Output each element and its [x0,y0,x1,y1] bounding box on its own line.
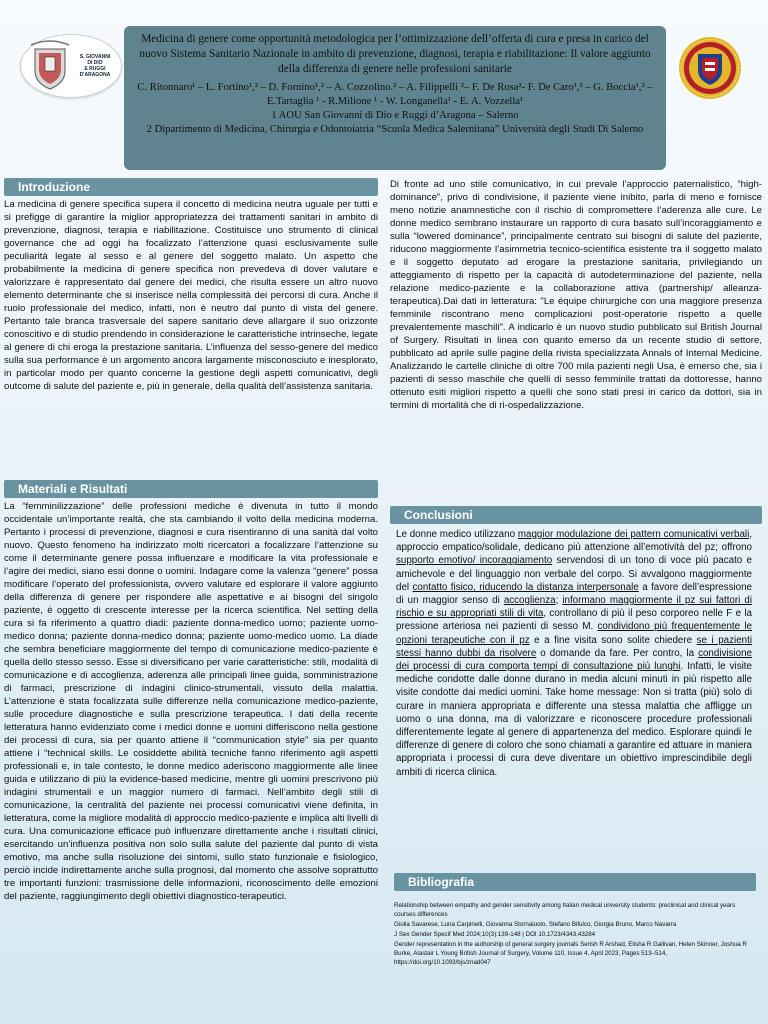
left-column [4,178,378,393]
materiali-heading: Materiali e Risultati [4,480,378,498]
affiliation-2: 2 Dipartimento di Medicina, Chirurgia e Odontoiatria “Scuola Medica Salernitana” Università degli Studi Di Salerno [146,124,644,135]
introduzione-heading: Introduzione [4,178,378,196]
conclusioni-heading: Conclusioni [390,506,762,524]
poster-title: Medicina di genere come opportunità metodologica per l’ottimizzazione dell’offerta di cura e presa in carico del nuovo Sistema Sanitario Nazionale in ambito di prevenzione, diagnosi, terapia e riabilitazione: Il valore aggiunto della differenza di genere nelle professioni sanitarie [139,33,651,75]
reference-item: Relationship between empathy and gender sensitivity among Italian medical university students: preclinical and clinical years courses differences [394,902,736,918]
university-logo [678,36,742,100]
hospital-logo-text: S. GIOVANNI DI DIO E RUGGI D'ARAGONA [79,54,111,78]
poster-authors: C. Ritonnaro¹ – L. Fortino¹,² – D. Fornino¹,² – A. Cozzolino.² – A. Filippelli ²– F. De Rosa²- F. De Caro¹,² – G. Boccia¹,² – E.Tartaglia ¹ - R.Milione ¹ - W. Longanella¹ - E. A. Vozzella¹ [137,82,653,107]
conclusioni-heading-wrap [390,506,762,524]
reference-item: Gender representation in the authorship of general surgery journals Serish R Arshad, Elisha R Gallivan, Helen Skinner, Joshua R Burke, Alastair L Young British Journal of Surgery, Volume 110, Issue 4, April 2023, Pages 513–514, https://doi.org/10.1093/bjs/znad047 [394,941,747,966]
affiliation-1: 1 AOU San Giovanni di Dio e Ruggi d’Aragona – Salerno [271,110,519,121]
conclusioni-body [396,528,752,779]
right-column [390,178,762,412]
bibliografia-list [394,901,756,968]
bibliografia-heading-wrap [394,873,756,891]
poster-header [124,26,666,170]
materiali-heading-wrap [4,480,378,498]
reference-item: J Sex Gender Specif Med 2024;10(3):139-148 | DOI 10.1723/4343.43284 [394,931,596,938]
introduzione-text: La medicina di genere specifica supera il concetto di medicina neutra uguale per tutti e si prefigge di garantire la miglior appropriatezza dei trattamenti sanitari in ambito di prevenzione, diagnosi, terapia e riabilitazione. Costituisce uno strumento di clinical governance che ad oggi ha focalizzato l’attenzione quasi esclusivamente sulle peculiarità legate al sesso e al genere del soggetto malato. Un aspetto che probabilmente la medicina di genere specifica non prevedeva di dover valutare e valorizzare è rappresentato dal genere dei medici, che risulta essere un altro nuovo elemento determinante che si inserisce nella complessità dei percorsi di cura. Anche il ruolo professionale del medico, infatti, non è neutro dal punto di vista del genere. Pertanto tale branca trasversale del sapere sanitario deve allargare il suo orizzonte conoscitivo e di studio prendendo in considerazione le caratteristiche intrinseche, legate al genere di chi eroga la prestazione sanitaria. L’influenza del sesso-genere del medico sulla sua performance è un argomento ancora largamente misconosciuto e inesplorato, in particolar modo per quanto concerne la gestione degli aspetti comunicativi, degli outcome di salute del paziente e, più in generale, della qualità dell’assistenza sanitaria. [4,199,378,392]
hospital-logo [20,34,122,98]
continued-text: Di fronte ad uno stile comunicativo, in cui prevale l’approccio paternalistico, “high-dominance”, privo di condivisione, il paziente viene inibito, parla di meno e fornisce meno notizie anamnestiche con il rischio di compromettere l’aderenza alle cure. Le donne medico sembrano instaurare un rapporto di cura basato sull’incoraggiamento e sulla “lowered dominance”, principalmente centrato sui bisogni di salute del paziente, riducono maggiormente l’asimmetria tecnico-scientifica esistente tra il soggetto malato e il soggetto deputato ad erogare la prestazione sanitaria, privilegiando un atteggiamento di rispetto per la capacità di autodeterminazione del paziente, nella relazione medico-paziente e la collaborazione attiva (partnership/ alleanza-terapeutica).Dai dati in letteratura: "Le équipe chirurgiche con una maggiore presenza femminile riscontrano meno complicazioni post-operatorie rispetto a quelle prevalentemente maschili". A indicarlo è un nuovo studio pubblicato sul British Journal of Surgery. Risultati in linea con quanto emerso da un recente studio di settore, pubblicato ad aprile sulle pagine della rivista specializzata Annals of Internal Medicine. Analizzando le cartelle cliniche di oltre 700 mila pazienti negli Usa, è emerso che, sia i pazienti di sesso maschile che quelli di sesso femminile trattati da dottoresse, hanno ottenuto esiti migliori rispetto a quelli che sono stati presi in carico da dottori, sia in termini di mortalità che di ri-ospedalizzazione. [390,179,762,411]
reference-item: Giulia Savarese, Luna Carpinelli, Giovanna Stornaiuolo, Stefano Bifulco, Giorgia Bruno, Marco Navarra [394,921,677,928]
university-seal-icon [678,36,742,100]
materiali-body [4,500,378,903]
conclusioni-text: Le donne medico utilizzano maggior modulazione dei pattern comunicativi verbali, approccio empatico/solidale, dedicano più attenzione all’emotività del pz; offrono supporto emotivo/ incoraggiamento servendosi di un tono di voce più pacato e amichevole e del linguaggio non verbale del corpo. Si avvalgono maggiormente del contatto fisico, riducendo la distanza interpersonale a favore dell’espressione di un maggior senso di accoglienza; informano maggiormente il pz sui fattori di rischio e su appropriati stili di vita, controllano di più il peso corporeo nelle F e la pressione arteriosa nei pazienti di sesso M. condividono più frequentemente le opzioni terapeutiche con il pz e a fine visita sono solite chiedere se i pazienti stessi hanno dubbi da risolvere o domande da fare. Per contro, la condivisione dei processi di cura comporta tempi di consultazione più lunghi. Infatti, le visite mediche condotte dalle donne durano in media alcuni minuti in più rispetto alle visite condotte dai medici uomini. Take home message: Non si tratta (più) solo di curare in maniera appropriata e differente una stessa malattia che affligge un uomo o una donna, ma di valorizzare e riconoscere procedure professionali differentemente legate al genere di appartenenza del medico. Esplorare quindi le differenze di genere di coloro che sono chiamati a garantire ed attuare in maniera appropriata i processi di cura deve diventare un obiettivo imprescindibile degli ambiti di ricerca clinica. [396,529,752,778]
bibliografia-heading: Bibliografia [394,873,756,891]
materiali-text: La “femminilizzazione” delle professioni mediche è divenuta in tutto il mondo occidentale un’importante realtà, che sta cambiando il volto della medicina moderna. Pertanto i processi di prevenzione, diagnosi e cura risentiranno di una sanità dal volto nuovo. Questo fenomeno ha indirizzato molti ricercatori a focalizzare l’attenzione su come il determinante genere possa influenzare e modificare la vita professionale e l’agire dei medici, siano essi donne o uomini. Indagare come la valenza “genere” possa modificare l’operato del professionista, ovvero valutare ed esplorare il valore aggiunto della differenza di genere per rispondere alle aspettative e ai bisogni del singolo paziente, è oggetto di crescente interesse per la ricerca scientifica. Nel setting della cura si fa riferimento a quattro diadi: paziente donna-medico uomo; paziente uomo-medico donna; paziente donna-medico donna; paziente uomo-medico uomo. La diade che sembra beneficiare maggiormente del tempo di comunicazione medico-paziente è quella dello stesso sesso. Esse si diversificano per varie caratteristiche: stili, modalità di comunicazione e di accoglienza, aderenza alle principali linee guida, somministrazione di farmaci, prescrizione di indagini clinico-strumentali, vissuto della malattia. L’attenzione è stata focalizzata sulle differenze nella comunicazione medico-paziente, sulle procedure diagnostiche e sulla prescrizione terapeutica. I dati della recente letteratura hanno evidenziato come i medici donne e uomini differiscono nella gestione dei processi di cura, sia per quanto attiene il “communication style” sia per quanto attiene i “technical skills. Le cosiddette abilità tecniche fanno riferimento agli aspetti professionali e, in tale contesto, le donne medico aderiscono maggiormente alle linee guida e utilizzano di più la evidence-based medicine, mentre gli uomini prescrivono più indagini strumentali e un maggior numero di farmaci. Nell’ambito degli stili di comunicazione, la centralità del paziente nei processi comunicativi viene definita, in letteratura, come la migliore modalità di approccio medico-paziente e implica alti livelli di cura. Una comunicazione efficace può influenzare direttamente anche i risultati clinici, esercitando un’influenza positiva non solo sulla salute del paziente dal punto di vista emotivo, ma anche sulla risoluzione dei sintomi, sullo stato funzionale e fisiologico, perciò incide indirettamente anche sulla prognosi, dal momento che assolve soprattutto tre importanti funzioni: trasmissione delle informazioni, riconoscimento delle emozioni del paziente, raggiungimento degli obiettivi diagnostico-terapeutici. [4,501,378,902]
